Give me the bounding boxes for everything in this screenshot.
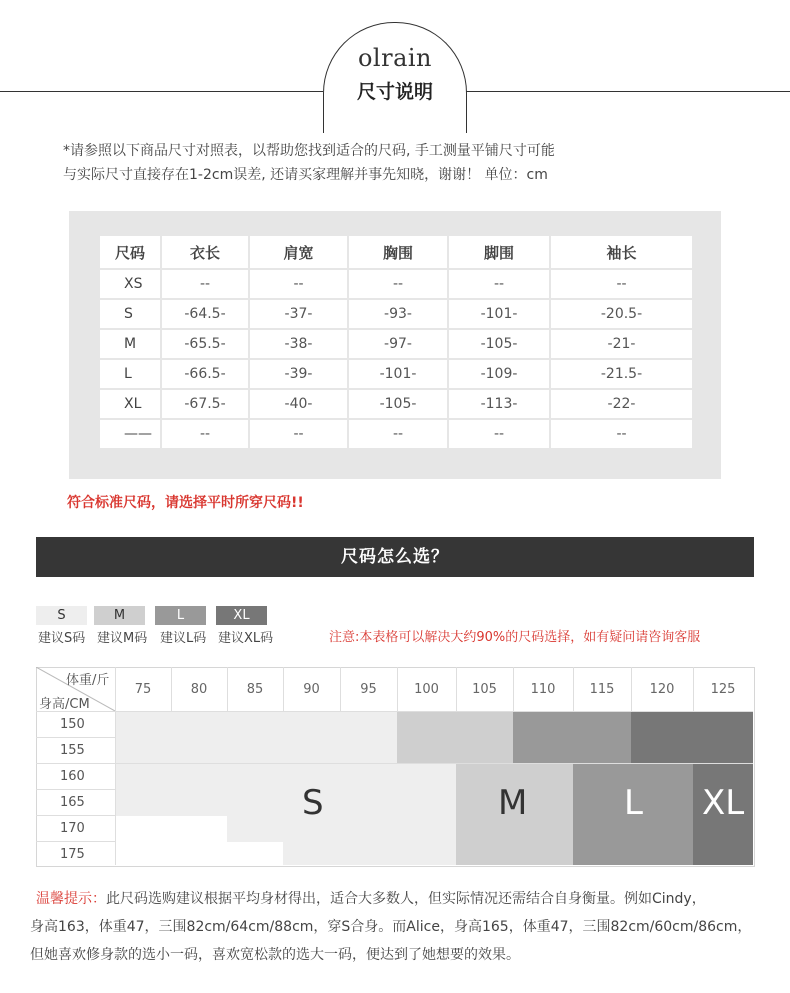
value-cell: -65.5-: [161, 329, 249, 359]
legend-label-l: 建议L码: [160, 631, 207, 646]
header-rule-left: [0, 91, 323, 92]
size-label-xl: XL: [702, 783, 745, 823]
header-cell: 袖长: [550, 236, 692, 269]
height-label: 175: [60, 847, 85, 862]
table-row: [100, 269, 692, 299]
region-s: [283, 842, 456, 865]
value-cell: -38-: [249, 329, 348, 359]
value-cell: -21.5-: [550, 359, 692, 389]
table-row: [100, 389, 692, 419]
value-cell: -22-: [550, 389, 692, 419]
header-cell: 衣长: [161, 236, 249, 269]
size-label-l: L: [624, 783, 643, 823]
value-cell: -64.5-: [161, 299, 249, 329]
value-cell: --: [161, 419, 249, 449]
value-cell: -39-: [249, 359, 348, 389]
grid-line: [36, 815, 115, 816]
tip-label: 温馨提示：: [36, 891, 106, 907]
grid-line: [36, 737, 115, 738]
value-cell: -37-: [249, 299, 348, 329]
legend-swatch-m: M: [94, 606, 145, 625]
value-cell: -101-: [448, 299, 550, 329]
value-cell: --: [348, 269, 448, 299]
value-cell: -105-: [348, 389, 448, 419]
legend-swatch-s: S: [36, 606, 87, 625]
size-cell: XL: [100, 389, 161, 419]
size-cell: L: [100, 359, 161, 389]
intro-line-2: 与实际尺寸直接存在1-2cm误差, 还请买家理解并事先知晓，谢谢！ 单位：cm: [63, 167, 548, 183]
corner-weight-label: 体重/斤: [66, 673, 110, 688]
value-cell: --: [448, 419, 550, 449]
region-s: [115, 764, 456, 816]
height-label: 160: [60, 769, 85, 784]
page-title: 尺寸说明: [356, 81, 433, 103]
value-cell: -20.5-: [550, 299, 692, 329]
tip-text-1: 此尺码选购建议根据平均身材得出，适合大多数人，但实际情况还需结合自身衡量。例如Cindy，: [106, 891, 706, 907]
value-cell: --: [448, 269, 550, 299]
height-label: 165: [60, 795, 85, 810]
size-cell: M: [100, 329, 161, 359]
weight-label: 110: [530, 682, 556, 697]
header-cell: 胸围: [348, 236, 448, 269]
table-row: [100, 329, 692, 359]
weight-label: 95: [360, 682, 377, 697]
tip-line-1: [36, 888, 706, 908]
value-cell: -105-: [448, 329, 550, 359]
value-cell: --: [550, 269, 692, 299]
table-row: [100, 359, 692, 389]
grid-line: [36, 789, 115, 790]
value-cell: -21-: [550, 329, 692, 359]
header-cell: 尺码: [100, 236, 161, 269]
height-label: 170: [60, 821, 85, 836]
legend-swatch-xl: XL: [216, 606, 267, 625]
weight-label: 125: [710, 682, 736, 697]
standard-size-note: 符合标准尺码，请选择平时所穿尺码!!: [67, 495, 304, 511]
value-cell: -113-: [448, 389, 550, 419]
table-row: [100, 419, 692, 449]
section-bar-how-to-choose: 尺码怎么选？: [36, 537, 754, 577]
weight-label: 100: [414, 682, 439, 697]
value-cell: -109-: [448, 359, 550, 389]
weight-label: 85: [246, 682, 264, 697]
tip-line-2: 身高163，体重47，三围82cm/64cm/88cm，穿S合身。而Alice，身高165，体重47，三围82cm/60cm/86cm，: [30, 919, 752, 935]
size-notice: 注意:本表格可以解决大约90%的尺码选择，如有疑问请咨询客服: [329, 630, 701, 645]
weight-label: 90: [303, 682, 320, 697]
size-cell: ——: [100, 419, 161, 449]
size-table-header: [100, 236, 692, 269]
region-s: [115, 712, 397, 764]
brand-logo: olrain: [357, 44, 433, 72]
value-cell: --: [249, 419, 348, 449]
corner-height-label: 身高/CM: [39, 697, 90, 712]
value-cell: -101-: [348, 359, 448, 389]
region-s: [227, 816, 456, 842]
value-cell: --: [249, 269, 348, 299]
weight-label: 115: [589, 682, 615, 697]
value-cell: --: [161, 269, 249, 299]
legend-label-s: 建议S码: [38, 631, 86, 646]
table-row: [100, 299, 692, 329]
legend-swatch-l: L: [155, 606, 206, 625]
weight-label: 120: [649, 682, 675, 697]
value-cell: --: [348, 419, 448, 449]
region-xl: [631, 712, 753, 764]
header-cell: 脚围: [448, 236, 550, 269]
tip-line-3: 但她喜欢修身款的选小一码，喜欢宽松款的选大一码，便达到了她想要的效果。: [30, 947, 520, 963]
height-label: 155: [60, 743, 85, 758]
grid-line: [36, 763, 753, 764]
legend-label-m: 建议M码: [97, 631, 148, 646]
value-cell: -97-: [348, 329, 448, 359]
region-m: [397, 712, 513, 764]
weight-label: 105: [472, 682, 497, 697]
size-table: [100, 236, 692, 450]
value-cell: --: [550, 419, 692, 449]
value-cell: -40-: [249, 389, 348, 419]
weight-label: 80: [190, 682, 208, 697]
height-label: 150: [60, 717, 85, 732]
weight-label: 75: [134, 682, 152, 697]
grid-line: [36, 841, 115, 842]
value-cell: -67.5-: [161, 389, 249, 419]
value-cell: -93-: [348, 299, 448, 329]
size-cell: S: [100, 299, 161, 329]
header-cell: 肩宽: [249, 236, 348, 269]
grid-line: [36, 711, 753, 712]
size-cell: XS: [100, 269, 161, 299]
size-label-m: M: [498, 783, 528, 823]
header-rule-right: [466, 91, 790, 92]
value-cell: -66.5-: [161, 359, 249, 389]
intro-line-1: *请参照以下商品尺寸对照表，以帮助您找到适合的尺码, 手工测量平铺尺寸可能: [63, 143, 555, 159]
region-l: [513, 712, 631, 764]
legend-label-xl: 建议XL码: [218, 631, 274, 646]
size-label-s: S: [302, 783, 324, 823]
